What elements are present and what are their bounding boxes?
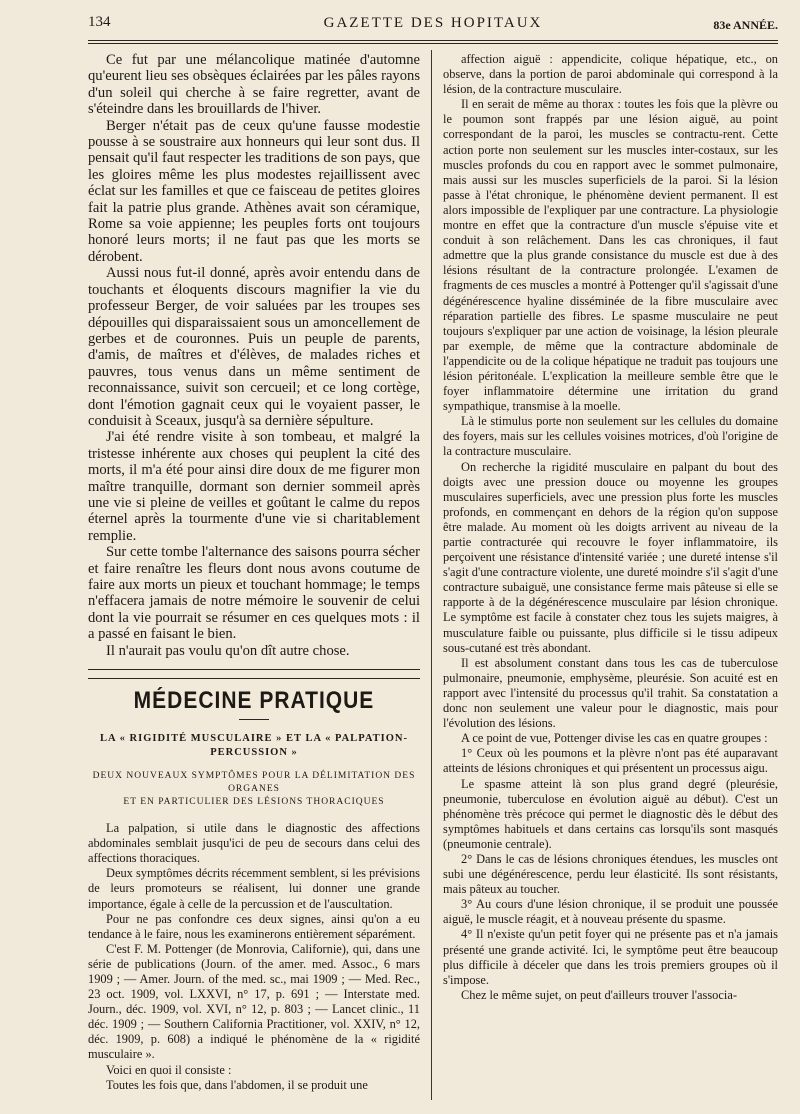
left-column (88, 52, 420, 1112)
paragraph: La palpation, si utile dans le diagnostic des affections abdominales semblait jusqu'ici de peu de secours dans celui des affections thoraciques. (88, 821, 420, 866)
article-body (88, 821, 420, 1093)
paragraph: Berger n'était pas de ceux qu'une fausse modestie pousse à se soustraire aux honneurs qui leur sont dus. Il pensait qu'il faut respecter les traditions de son pays, que les gloires même les plus modestes rejaillissent avec éclat sur les familles et que ce faisceau de petites gloires fait la patrie plus grande. Athènes avait son céramique, Rome sa voie appienne; les peuples forts ont toujours honoré leurs morts; il ne faut pas que les morts se dérobent. (88, 117, 420, 265)
paragraph: 3° Au cours d'une lésion chronique, il se produit une poussée aiguë, le muscle réagit, et à nouveau présente du spasme. (443, 897, 778, 927)
year-label: 83e ANNÉE. (713, 18, 778, 32)
paragraph: 2° Dans le cas de lésions chroniques étendues, les muscles ont subi une dégénérescence, perdu leur élasticité. Ils sont résistants, mais pâteux au toucher. (443, 851, 778, 897)
journal-title: GAZETTE DES HOPITAUX (323, 15, 543, 31)
title-rule (239, 719, 269, 720)
paragraph: C'est F. M. Pottenger (de Monrovia, Californie), qui, dans une série de publications (Journ. of the amer. med. Assoc., 6 mars 1909 ; — Amer. Journ. of the med. sc., mai 1909 ; — Med. Rec., 23 oct. 1909, vol. LXXVI, n° 17, p. 691 ; — Interstate med. Journ., déc. 1909, vol. XVI, n° 12, p. 803 ; — Lancet clinic., 11 déc. 1909 ; — Southern California Practitioner, vol. XXIV, n° 12, déc. 1909, p. 608) a indiqué le phénomène de la « rigidité musculaire ». (88, 941, 420, 1062)
paragraph: affection aiguë : appendicite, colique hépatique, etc., on observe, dans la portion de paroi abdominale qui correspond à la lésion, de la contracture musculaire. (443, 52, 778, 97)
article-title: LA « RIGIDITÉ MUSCULAIRE » ET LA « PALPATION-PERCUSSION » (100, 733, 408, 759)
subtitle-line: DEUX NOUVEAUX SYMPTÔMES POUR LA DÉLIMITATION DES ORGANES (92, 771, 416, 795)
paragraph: Deux symptômes décrits récemment semblent, si les prévisions de leurs promoteurs se réalisent, lui donner une grande importance, égale à celle de la percussion et de l'auscultation. (88, 866, 420, 911)
right-column (443, 52, 778, 1112)
paragraph: Il en serait de même au thorax : toutes les fois que la plèvre ou le poumon sont frappés par une lésion aiguë, au point correspondant de la paroi, les muscles se contractu-rent. Cette action porte non seulement sur les muscles inter-costaux, sur les muscles profonds du cou en rapport avec le sommet pulmonaire, mais aussi sur les muscles superficiels de la paroi. Si la lésion passe à l'état chronique, le phénomène devient permanent. Il est alors impossible de l'expliquer par une contracture. La physiologie montre en effet que la contracture d'un muscle s'épuise vite et conduit à son relâchement. Dans les cas chroniques, il faut admettre que la plus grande consistance du muscle est due à des lésions résultant de la contracture prolongée. L'examen de fragments de ces muscles a montré à Pottenger qu'il s'agissait d'une dégénérescence hyaline disséminée de la fibre musculaire avec réparation partielle des fibres. Le spasme musculaire ne peut toujours s'expliquer par une action de voisinage, la lésion pleurale par exemple, de même que la contracture abdominale de l'appendicite ou de la colique hépatique ne traduit pas toujours une lésion péritonéale. L'explication la meilleure semble être que le foyer inflammatoire détermine une irritation du grand sympathique, transmise à la moelle. (443, 97, 778, 414)
column-divider (431, 50, 432, 1100)
paragraph: A ce point de vue, Pottenger divise les cas en quatre groupes : (461, 731, 768, 746)
paragraph: Aussi nous fut-il donné, après avoir entendu dans de touchants et éloquents discours magnifier la vie du professeur Berger, de voir saluées par les troupes ses dépouilles qui disparaissaient sous un amoncellement de gerbes et de couronnes. Puis un peuple de parents, d'amis, de maîtres et d'élèves, de malades riches et pauvres, tous venus dans un même sentiment de reconnaissance, suivit son cercueil; et ce long cortège, dont l'émotion gagnait ceux qui le voyaient passer, le conduisit à Sceaux, jusqu'à sa dernière sépulture. (88, 265, 420, 429)
paragraph: Sur cette tombe l'alternance des saisons pourra sécher et faire renaître les fleurs dont nous avons coutume de faire aux morts un pieux et touchant hommage; le temps n'effacera jamais de notre mémoire le souvenir de celui dont la vie pourrait se résumer en ces quelques mots : il a passé en faisant le bien. (88, 544, 420, 643)
paragraph: Toutes les fois que, dans l'abdomen, il se produit une (106, 1077, 368, 1092)
subtitle-line: ET EN PARTICULIER DES LÉSIONS THORACIQUES (123, 797, 385, 808)
paragraph: Chez le même sujet, on peut d'ailleurs trouver l'associa- (461, 987, 737, 1002)
paragraph: Là le stimulus porte non seulement sur les cellules du domaine des foyers, mais sur les cellules voisines motrices, d'où l'origine de la contracture musculaire. (443, 414, 778, 459)
article-subtitle (88, 770, 420, 809)
section-title: MÉDECINE PRATIQUE (133, 687, 375, 714)
paragraph: On recherche la rigidité musculaire en palpant du bout des doigts avec une pression douce ou moyenne les groupes musculaires superficiels, avec une pression plus forte les muscles profonds, en commençant en dehors de la région qu'on suppose être malade. Au moment où les doigts arrivent au niveau de la partie contracturée qui recouvre le foyer inflammatoire, ils perçoivent une résistance d'intensité variée ; une dureté intense s'il s'agit d'une contracture violente, une dureté moindre s'il s'agit d'une contracture subaiguë, une consistance ferme mais pâteuse si elle se rapporte à de la dégénérescence musculaire par lésion chronique. Le symptôme est facile à constater chez tous les sujets maigres, à musculature faible ou puissante, plus difficile si le tissu adipeux sous-cutané est très abondant. (443, 459, 778, 655)
paragraph: Pour ne pas confondre ces deux signes, ainsi qu'on a eu tendance à le faire, nous les examinerons entièrement séparément. (88, 911, 420, 941)
page-number: 134 (88, 14, 111, 30)
paragraph: Ce fut par une mélancolique matinée d'automne qu'eurent lieu ses obsèques éclairées par les pâles rayons d'un soleil qui cherche à se faire regretter, avant de s'éteindre dans les brouillards de l'hiver. (88, 52, 420, 118)
header-rule-double (88, 43, 778, 44)
section-rule-double (88, 678, 420, 679)
paragraph: Il n'aurait pas voulu qu'on dît autre chose. (106, 642, 350, 659)
paragraph: 4° Il n'existe qu'un petit foyer qui ne présente pas et n'a jamais présenté une grande activité. Ici, le symptôme peut être beaucoup plus difficile à déceler que dans les trois premiers groupes où il s'impose. (443, 927, 778, 987)
page-header (88, 12, 778, 38)
paragraph: Le spasme atteint là son plus grand degré (pleurésie, pneumonie, tuberculose en évolution aiguë au début). C'est un phénomène très précoce qui permet le diagnostic dès le début des symptômes habituels et dans certains cas lorsqu'ils sont masqués (pneumonie centrale). (443, 776, 778, 851)
header-rule (88, 40, 778, 41)
paragraph: Voici en quoi il consiste : (106, 1062, 232, 1077)
paragraph: Il est absolument constant dans tous les cas de tuberculose pulmonaire, pneumonie, emphysème, pleurésie. Son acuité est en rapport avec l'intensité du processus qu'il trahit. Sa constatation a donc non seulement une valeur pour le diagnostic, mais pour l'évolution des lésions. (443, 655, 778, 731)
section-rule (88, 669, 420, 670)
paragraph: J'ai été rendre visite à son tombeau, et malgré la tristesse inhérente aux choses qui peuplent la cité des morts, il m'a été pour ainsi dire doux de me figurer mon maître tranquille, dormant son dernier sommeil après une vie si pleine de veilles et goûtant le calme du repos éternel après la tourmente d'une vie si charitablement remplie. (88, 429, 420, 544)
obituary-text (88, 52, 420, 659)
paragraph: 1° Ceux où les poumons et la plèvre n'ont pas été auparavant atteints de lésions chroniques et qui présentent un processus aigu. (443, 746, 778, 776)
